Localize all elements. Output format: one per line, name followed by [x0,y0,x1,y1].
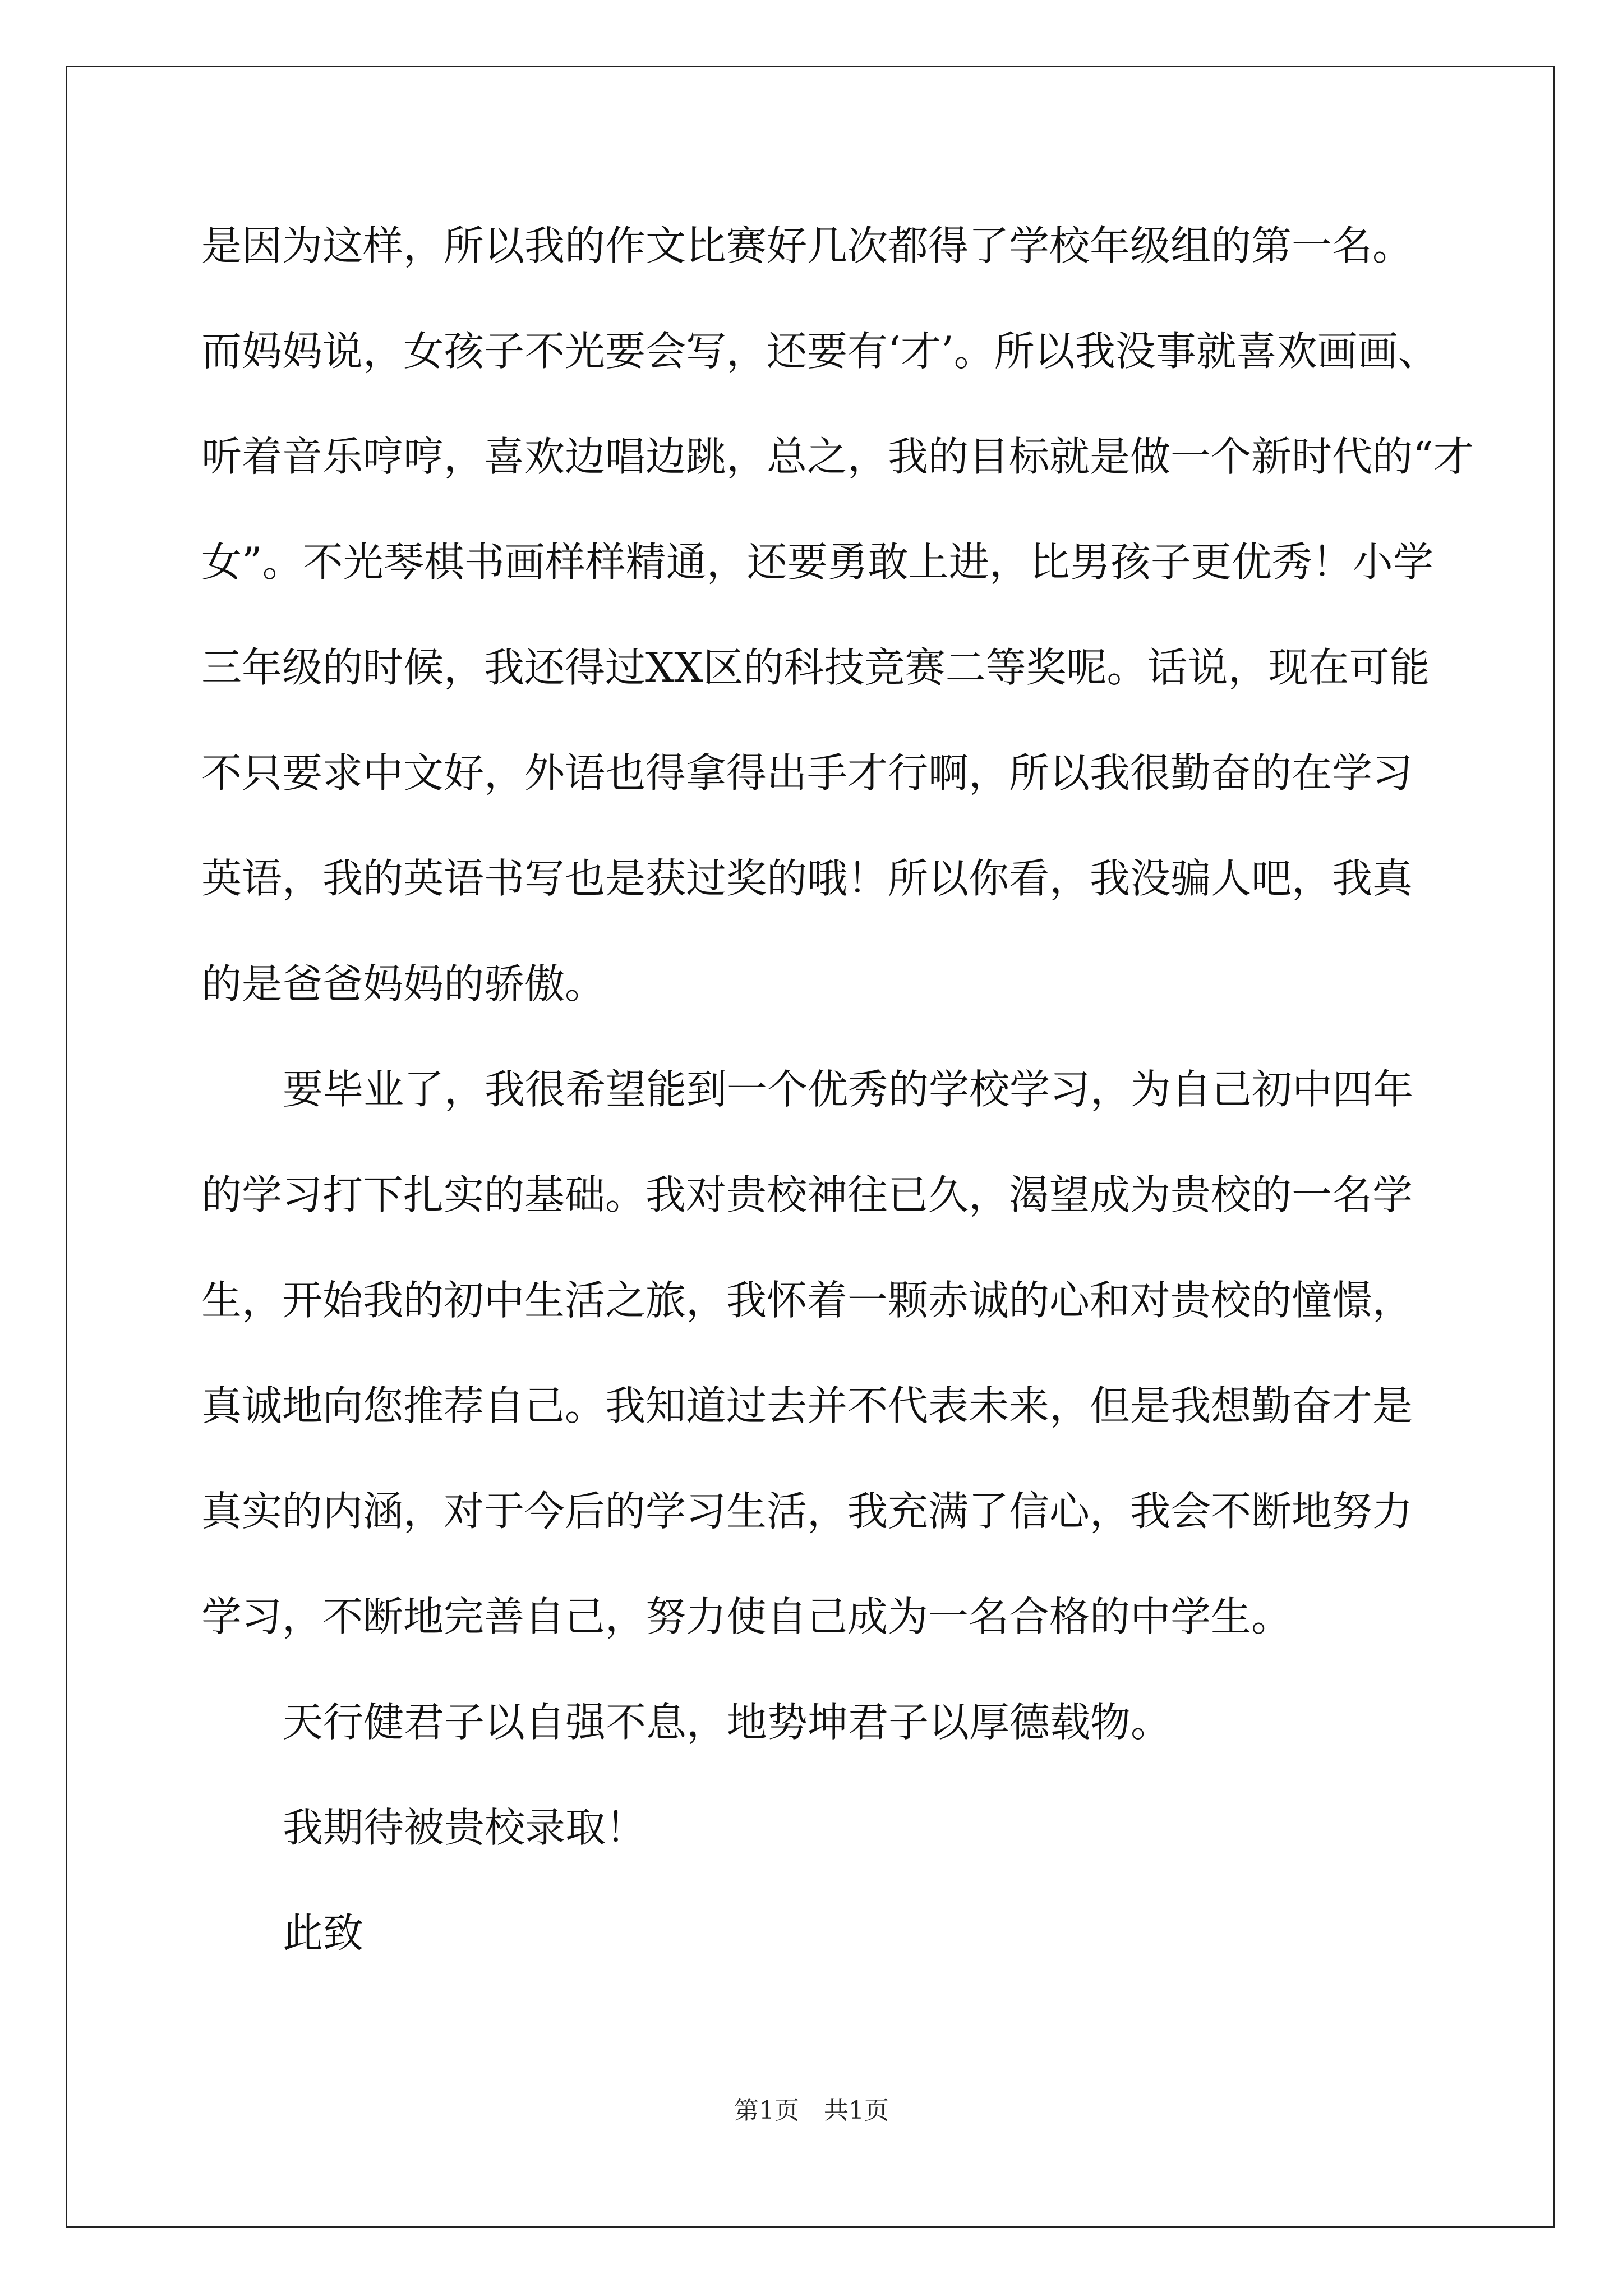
text-line: 生，开始我的初中生活之旅，我怀着一颗赤诚的心和对贵校的憧憬， [201,1277,1413,1324]
text-line: 女”。不光琴棋书画样样精通，还要勇敢上进，比男孩子更优秀！小学 [201,539,1433,586]
text-line: 英语，我的英语书写也是获过奖的哦！所以你看，我没骗人吧，我真 [201,855,1413,902]
text-line: 是因为这样，所以我的作文比赛好几次都得了学校年级组的第一名。 [201,222,1413,269]
text-line: 三年级的时候，我还得过XX区的科技竞赛二等奖呢。话说，现在可能 [201,644,1430,691]
paragraph-start-line: 天行健君子以自强不息，地势坤君子以厚德载物。 [283,1699,1172,1746]
closing-salutation: 此致 [283,1910,364,1957]
text-line: 不只要求中文好，外语也得拿得出手才行啊，所以我很勤奋的在学习 [201,749,1413,797]
text-line: 的是爸爸妈妈的骄傲。 [201,960,606,1007]
paragraph-start-line: 要毕业了，我很希望能到一个优秀的学校学习，为自己初中四年 [283,1066,1414,1113]
text-line: 而妈妈说，女孩子不光要会写，还要有‘才’。所以我没事就喜欢画画、 [201,328,1438,375]
text-line: 学习，不断地完善自己，努力使自己成为一名合格的中学生。 [201,1593,1292,1640]
text-line: 真诚地向您推荐自己。我知道过去并不代表未来，但是我想勤奋才是 [201,1382,1413,1429]
text-line: 真实的内涵，对于今后的学习生活，我充满了信心，我会不断地努力 [201,1488,1413,1535]
page-border [66,66,1555,2228]
text-line: 听着音乐哼哼，喜欢边唱边跳，总之，我的目标就是做一个新时代的“才 [201,433,1474,480]
page-number-footer: 第1页 共1页 [734,2096,889,2125]
text-line: 的学习打下扎实的基础。我对贵校神往已久，渴望成为贵校的一名学 [201,1171,1413,1218]
paragraph-start-line: 我期待被贵校录取！ [283,1804,647,1851]
